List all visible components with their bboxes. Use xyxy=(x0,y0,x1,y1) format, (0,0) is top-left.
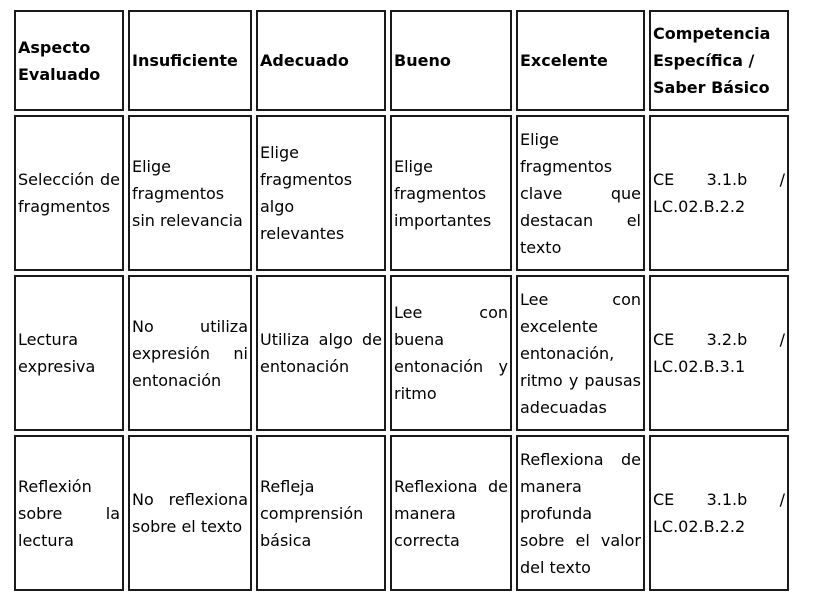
cell-adecuado: Utiliza algo de entonación xyxy=(256,275,386,431)
cell-bueno: Reflexiona de manera correcta xyxy=(390,435,512,591)
cell-competencia: CE 3.1.b / LC.02.B.2.2 xyxy=(649,435,789,591)
cell-insuficiente: No utiliza expresión ni entonación xyxy=(128,275,252,431)
header-excelente: Excelente xyxy=(516,10,645,111)
cell-bueno: Lee con buena entonación y ritmo xyxy=(390,275,512,431)
cell-excelente: Lee con excelente entonación, ritmo y pausas adecuadas xyxy=(516,275,645,431)
cell-insuficiente: Elige fragmentos sin relevancia xyxy=(128,115,252,271)
rubric-table xyxy=(10,6,793,595)
cell-adecuado: Elige fragmentos algo relevantes xyxy=(256,115,386,271)
header-adecuado: Adecuado xyxy=(256,10,386,111)
cell-insuficiente: No reflexiona sobre el texto xyxy=(128,435,252,591)
cell-adecuado: Refleja comprensión básica xyxy=(256,435,386,591)
cell-aspect: Lectura expresiva xyxy=(14,275,124,431)
header-bueno: Bueno xyxy=(390,10,512,111)
header-aspecto-evaluado: Aspecto Evaluado xyxy=(14,10,124,111)
cell-aspect: Reflexión sobre la lectura xyxy=(14,435,124,591)
table-row xyxy=(14,435,789,591)
cell-excelente: Reflexiona de manera profunda sobre el valor del texto xyxy=(516,435,645,591)
header-competencia: Competencia Específica / Saber Básico xyxy=(649,10,789,111)
header-insuficiente: Insuficiente xyxy=(128,10,252,111)
table-row xyxy=(14,115,789,271)
table-row xyxy=(14,275,789,431)
cell-aspect: Selección de fragmentos xyxy=(14,115,124,271)
cell-excelente: Elige fragmentos clave que destacan el texto xyxy=(516,115,645,271)
cell-competencia: CE 3.2.b / LC.02.B.3.1 xyxy=(649,275,789,431)
header-row xyxy=(14,10,789,111)
cell-competencia: CE 3.1.b / LC.02.B.2.2 xyxy=(649,115,789,271)
cell-bueno: Elige fragmentos importantes xyxy=(390,115,512,271)
